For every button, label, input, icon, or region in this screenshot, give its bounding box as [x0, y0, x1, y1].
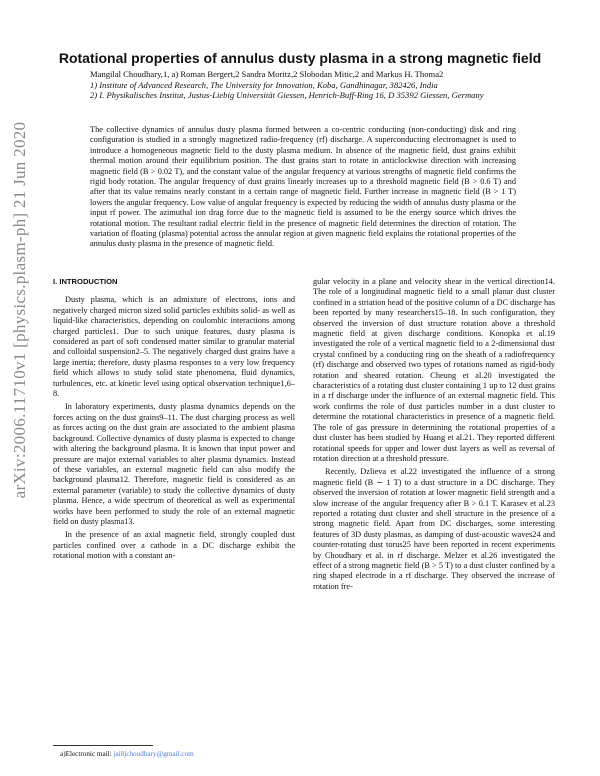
author-list: Mangilal Choudhary,1, a) Roman Bergert,2 Sandra Moritz,2 Slobodan Mitic,2 and Markus H. Thoma2	[90, 69, 444, 79]
footnote-rule	[53, 745, 153, 746]
affiliation-2: 2) I. Physikalisches Institut, Justus-Liebig Universität Giessen, Henrich-Buff-Ring 16, D 35392 Giessen, Germany	[90, 90, 484, 100]
author-block	[90, 69, 550, 101]
paragraph: In laboratory experiments, dusty plasma dynamics depends on the forces acting on the dust grains9–11. The dust charging process as well as forces acting on the dust grain are associated to the ambient plasma background. Collective dynamics of dusty plasma is expected to change with altering the background plasma. It is known that input power and pressure are major external variables to alter plasma dynamics. Instead of these variables, an external magnetic field can also modify the background plasma12. Therefore, magnetic field is considered as an external parameter (variable) to study the collective dynamics of dusty plasma. Hence, a wide spectrum of theoretical as well as experimental works have been performed to study the role of an external magnetic field on dusty plasma13.	[53, 402, 295, 526]
paragraph: Dusty plasma, which is an admixture of electrons, ions and negatively charged micron sized solid particles exhibits solid- as well as liquid-like characteristics, depending on coulombic interactions among charged particles1. Due to such unique features, dusty plasma is considered as part of soft condensed matter similar to granular material and colloidal suspension2–5. The negatively charged dust grains have a large inertia; therefore, dusty plasma responses to a very low frequency field which allows to study solid state phenomena, fluid dynamics, turbulences, etc. at kinetic level using optical observation technique1,6–8.	[53, 295, 295, 399]
section-heading: I. INTRODUCTION	[53, 277, 118, 286]
paragraph: gular velocity in a plane and velocity shear in the vertical direction14. The role of a longitudinal magnetic field to a small planar dust cluster confined in a striation head of the positive column of a DC discharge has been reported by many researchers15–18. In such configuration, they observed the inversion of dust structure rotation above a threshold magnetic field at given discharge conditions. Konopka et al.19 investigated the role of a vertical magnetic field to a 2-dimensional dust crystal confined by a conducting ring on the sheath of a radiofrequency (rf) discharge and observed two types of rotations named as rigid-body rotation and sheared rotation. Cheung et al.20 investigated the characteristics of a rotating dust cluster containing 1 up to 12 dust grains in a rf discharge under the influence of an external magnetic field. This work confirms the role of dust particles number in a dust cluster to determine the rotational characteristics in presence of a magnetic field. The role of gas pressure in determining the rotational properties of a dust cluster has been studied by Huang et al.21. They reported different rotational speeds for upper and lower dust layers as well as reversal of rotation direction at a threshold pressure.	[313, 277, 556, 463]
left-column	[53, 277, 295, 562]
paragraph: In the presence of an axial magnetic field, strongly coupled dust particles confined over a cathode in a DC discharge exhibit the rotational motion with a constant an-	[53, 530, 295, 561]
footnote	[60, 750, 194, 758]
abstract: The collective dynamics of annulus dusty plasma formed between a co-centric conducting (non-conducting) disk and ring configuration is studied in a strongly magnetized radio-frequency (rf) discharge. A superconducting electromagnet is used to introduce a homogeneous magnetic field to the dusty plasma medium. In absence of the magnetic field, dust grains exhibit thermal motion around their equilibrium position. The dust grains start to rotate in anticlockwise direction with increasing magnetic field (B > 0.02 T), and the constant value of the angular frequency at various strengths of magnetic field confirms the rigid body rotation. The angular frequency of dust grains linearly increases up to a threshold magnetic field (B > 0.6 T) and after that its value remains nearly constant in a certain range of magnetic field. Further increase in magnetic field (B > 1 T) lowers the angular frequency. Low value of angular frequency is expected by reducing the width of annulus dusty plasma or the input rf power. The azimuthal ion drag force due to the magnetic field is assumed to be the energy source which drives the rotational motion. The resultant radial electric field in the presence of magnetic field determines the direction of rotation. The variation of floating (plasma) potential across the annular region at given magnetic field explains the rotational properties of the annulus dusty plasma in the presence of magnetic field.	[90, 125, 516, 249]
arxiv-stamp: arXiv:2006.11710v1 [physics.plasm-ph] 21 Jun 2020	[10, 121, 29, 499]
right-column	[313, 277, 555, 592]
paper-title: Rotational properties of annulus dusty plasma in a strong magnetic field	[58, 50, 542, 66]
footnote-label: a)Electronic mail:	[60, 750, 114, 758]
paragraph: Recently, Dzlieva et al.22 investigated the influence of a strong magnetic field (B ∼ 1 T) to a dust structure in a DC discharge. They observed the inversion of rotation at lower magnetic field strength and a slow increase of the angular frequency after B > 0.1 T. Karasev et al.23 reported a rotating dust cluster and shell structure in the presence of a strong magnetic field. Apart from DC discharges, some interesting features of 3D dusty plasmas, as damping of dust-acoustic waves24 and counter-rotating dust torus25 have been reported in recent experiments by Choudhary et al. in rf discharge. Melzer et al.26 investigated the effect of a strong magnetic field (B > 5 T) to a dust cluster confined by a ring shaped electrode in a rf discharge. They observed the increase of rotation fre-	[313, 467, 555, 591]
affiliation-1: 1) Institute of Advanced Research, The University for Innovation, Koba, Gandhinagar, 382426, India	[90, 79, 438, 90]
email-link[interactable]: jai8jchoudhary@gmail.com	[113, 750, 194, 758]
